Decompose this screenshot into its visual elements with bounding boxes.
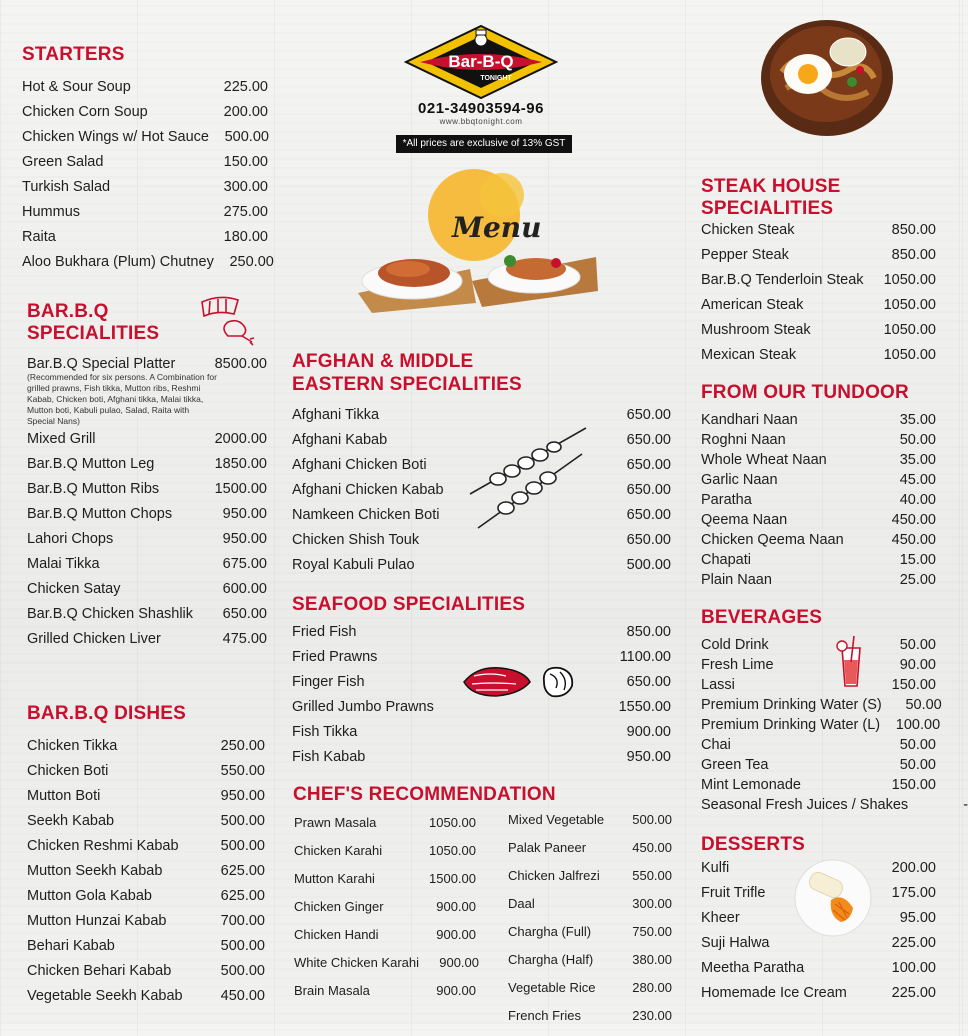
menu-item-price: 850.00 (626, 624, 671, 640)
menu-item-price: 225.00 (891, 985, 936, 1001)
menu-item-name: White Chicken Karahi (294, 955, 419, 970)
menu-item-name: Afghani Kabab (292, 432, 388, 448)
menu-item-name: Chicken Jalfrezi (508, 868, 600, 883)
website[interactable]: www.bbqtonight.com (439, 117, 523, 126)
menu-item-price: 175.00 (891, 885, 936, 901)
menu-item-name: Chicken Behari Kabab (27, 963, 172, 979)
menu-hero-food-image (352, 165, 602, 315)
menu-item-row (27, 431, 267, 456)
menu-item-price: 450.00 (891, 512, 936, 528)
menu-item-name: Seekh Kabab (27, 813, 115, 829)
menu-item-name: Suji Halwa (701, 935, 770, 951)
menu-item-name: Namkeen Chicken Boti (292, 507, 440, 523)
menu-item-price: 300.00 (632, 896, 672, 911)
menu-item-name: Cold Drink (701, 637, 769, 653)
menu-item-row (294, 955, 479, 983)
menu-item-row (701, 960, 936, 985)
menu-item-row (292, 699, 671, 724)
menu-item-name: Mixed Grill (27, 431, 96, 447)
menu-item-row (27, 531, 267, 556)
menu-item-name: Chicken Handi (294, 927, 379, 942)
menu-item-row (701, 247, 936, 272)
starters-section (22, 44, 274, 279)
menu-item-row (508, 952, 672, 980)
chef-left-list (294, 815, 479, 1011)
menu-item-name: Chicken Karahi (294, 843, 383, 858)
afghan-heading-line2: EASTERN SPECIALITIES (292, 374, 522, 395)
menu-item-row (292, 557, 671, 582)
menu-item-price: 850.00 (891, 247, 936, 263)
menu-item-name: Aloo Bukhara (Plum) Chutney (22, 254, 214, 270)
menu-item-name: Bar.B.Q Tenderloin Steak (701, 272, 864, 288)
menu-item-row (701, 757, 936, 777)
menu-item-name: Kulfi (701, 860, 730, 876)
menu-item-name: Chai (701, 737, 731, 753)
menu-item-name: Green Salad (22, 154, 104, 170)
menu-item-row (22, 254, 274, 279)
menu-item-row (508, 980, 672, 1008)
menu-item-row (22, 79, 268, 104)
menu-item-price: 625.00 (220, 863, 265, 879)
menu-item-price: 1050.00 (429, 815, 476, 830)
menu-item-row (27, 838, 265, 863)
menu-item-price: 150.00 (891, 777, 936, 793)
menu-item-name: Fried Prawns (292, 649, 378, 665)
menu-item-price: 50.00 (905, 697, 942, 713)
menu-item-row (22, 104, 268, 129)
afghan-heading-line1: AFGHAN & MIDDLE (292, 351, 474, 372)
chef-section (293, 784, 673, 806)
menu-item-name: Mutton Gola Kabab (27, 888, 152, 904)
menu-item-row (292, 749, 671, 774)
menu-item-price: 950.00 (222, 506, 267, 522)
menu-item-row (508, 840, 672, 868)
menu-item-name: Bar.B.Q Mutton Ribs (27, 481, 160, 497)
menu-item-row (701, 717, 941, 737)
menu-item-row (701, 322, 936, 347)
menu-item-name: Fresh Lime (701, 657, 774, 673)
menu-item-row (292, 532, 671, 557)
steak-section (701, 176, 936, 372)
menu-item-name: Whole Wheat Naan (701, 452, 827, 468)
tundoor-list (701, 412, 936, 592)
menu-item-price: 280.00 (632, 980, 672, 995)
menu-item-price: 300.00 (223, 179, 268, 195)
menu-item-name: Seasonal Fresh Juices / Shakes (701, 797, 909, 813)
menu-item-name: Chicken Satay (27, 581, 121, 597)
menu-item-row (701, 777, 936, 797)
menu-item-name: Malai Tikka (27, 556, 100, 572)
menu-item-row (701, 552, 936, 572)
menu-item-name: Grilled Chicken Liver (27, 631, 161, 647)
fish-prawn-icon (460, 660, 578, 702)
menu-item-price: 650.00 (222, 606, 267, 622)
menu-item-row (27, 506, 267, 531)
menu-item-price: 230.00 (632, 1008, 672, 1023)
menu-item-row (701, 432, 936, 452)
menu-item-price: 450.00 (891, 532, 936, 548)
menu-item-price: 650.00 (626, 532, 671, 548)
menu-item-name: Homemade Ice Cream (701, 985, 847, 1001)
menu-item-price: 275.00 (223, 204, 268, 220)
menu-item-price: 200.00 (223, 104, 268, 120)
menu-item-name: Chargha (Half) (508, 952, 594, 967)
menu-item-name: Mutton Hunzai Kabab (27, 913, 167, 929)
menu-item-name: Garlic Naan (701, 472, 778, 488)
steak-list (701, 222, 936, 372)
menu-item-row (27, 763, 265, 788)
menu-item-row (508, 812, 672, 840)
menu-item-name: Kandhari Naan (701, 412, 798, 428)
menu-item-row (701, 985, 936, 1010)
tundoor-section (701, 382, 936, 592)
steak-heading-line2: SPECIALITIES (701, 198, 834, 219)
chef-heading: CHEF'S RECOMMENDATION (293, 784, 556, 805)
menu-item-row (27, 581, 267, 606)
menu-item-name: Turkish Salad (22, 179, 111, 195)
menu-item-price: 650.00 (626, 482, 671, 498)
menu-item-row (701, 737, 936, 757)
starters-list (22, 79, 274, 279)
menu-item-row (22, 229, 268, 254)
menu-item-price: 1500.00 (214, 481, 267, 497)
tundoor-heading: FROM OUR TUNDOOR (701, 382, 909, 403)
menu-item-price: 1050.00 (429, 843, 476, 858)
starters-heading: STARTERS (22, 44, 125, 65)
menu-item-price: 1050.00 (883, 272, 936, 288)
menu-item-name: Daal (508, 896, 535, 911)
logo-subtext: TONIGHT (480, 75, 512, 82)
menu-item-name: Chicken Shish Touk (292, 532, 420, 548)
menu-item-price: 250.00 (229, 254, 274, 270)
menu-item-price: 50.00 (899, 757, 936, 773)
menu-item-row (22, 204, 268, 229)
menu-item-name: Chicken Qeema Naan (701, 532, 844, 548)
menu-item-name: Prawn Masala (294, 815, 377, 830)
menu-item-row (701, 637, 936, 657)
menu-item-price: 100.00 (895, 717, 941, 733)
menu-item-row (27, 788, 265, 813)
menu-item-price: 1850.00 (214, 456, 267, 472)
menu-item-row (701, 572, 936, 592)
menu-item-price: 500.00 (632, 812, 672, 827)
menu-item-price: 550.00 (220, 763, 265, 779)
menu-item-name: Mutton Seekh Kabab (27, 863, 163, 879)
menu-item-price: 2000.00 (214, 431, 267, 447)
dessert-plate-image (793, 856, 873, 938)
menu-item-row (22, 179, 268, 204)
menu-item-name: French Fries (508, 1008, 581, 1023)
beverages-list (701, 637, 968, 817)
menu-item-name: Hummus (22, 204, 81, 220)
beverages-section (701, 607, 968, 817)
menu-item-name: Lahori Chops (27, 531, 114, 547)
menu-item-name: American Steak (701, 297, 804, 313)
menu-item-price: 900.00 (436, 983, 476, 998)
menu-item-price: 650.00 (626, 674, 671, 690)
menu-item-price: 35.00 (899, 452, 936, 468)
menu-item-price: - (963, 797, 968, 813)
menu-item-price: 675.00 (222, 556, 267, 572)
menu-item-price: 25.00 (899, 572, 936, 588)
bbq-dishes-heading: BAR.B.Q DISHES (27, 703, 187, 724)
menu-item-name: Fried Fish (292, 624, 357, 640)
menu-item-name: Bar.B.Q Mutton Leg (27, 456, 155, 472)
menu-item-name: Chargha (Full) (508, 924, 592, 939)
menu-item-row (508, 868, 672, 896)
menu-item-price: 100.00 (891, 960, 936, 976)
menu-item-row (701, 272, 936, 297)
menu-item-row (27, 988, 265, 1013)
menu-item-name: Mint Lemonade (701, 777, 801, 793)
menu-item-price: 45.00 (899, 472, 936, 488)
menu-item-name: Afghani Chicken Kabab (292, 482, 444, 498)
menu-item-name: Mutton Boti (27, 788, 101, 804)
logo-text: Bar-B-Q (448, 52, 514, 71)
menu-item-price: 900.00 (436, 899, 476, 914)
menu-item-price: 40.00 (899, 492, 936, 508)
menu-item-price: 500.00 (220, 938, 265, 954)
menu-item-price: 90.00 (899, 657, 936, 673)
menu-item-row (701, 512, 936, 532)
beverages-heading: BEVERAGES (701, 607, 823, 628)
menu-item-name: Mixed Vegetable (508, 812, 605, 827)
menu-item-price: 450.00 (632, 840, 672, 855)
menu-item-price: 200.00 (891, 860, 936, 876)
phone-number[interactable]: 021-34903594-96 (418, 100, 544, 117)
menu-item-price: 150.00 (891, 677, 936, 693)
menu-item-price: 1550.00 (618, 699, 671, 715)
menu-item-name: Chicken Tikka (27, 738, 118, 754)
menu-item-row (701, 935, 936, 960)
menu-item-price: 50.00 (899, 737, 936, 753)
menu-item-row (701, 347, 936, 372)
menu-item-price: 700.00 (220, 913, 265, 929)
steak-heading-line1: STEAK HOUSE (701, 176, 841, 197)
menu-item-name: Green Tea (701, 757, 769, 773)
menu-item-name: Meetha Paratha (701, 960, 805, 976)
bbq-specialities-list (27, 431, 267, 656)
menu-item-name: Brain Masala (294, 983, 370, 998)
menu-item-name: Plain Naan (701, 572, 772, 588)
menu-item-price: 625.00 (220, 888, 265, 904)
seafood-heading: SEAFOOD SPECIALITIES (292, 594, 526, 615)
menu-item-name: Vegetable Seekh Kabab (27, 988, 183, 1004)
chef-left-list-wrap (294, 815, 479, 1011)
menu-item-name: Bar.B.Q Chicken Shashlik (27, 606, 194, 622)
menu-item-price: 1500.00 (429, 871, 476, 886)
menu-item-price: 900.00 (626, 724, 671, 740)
menu-item-row (294, 899, 476, 927)
menu-item-name: Raita (22, 229, 56, 245)
menu-item-row (292, 724, 671, 749)
menu-item-name: Fish Tikka (292, 724, 358, 740)
menu-item-price: 950.00 (220, 788, 265, 804)
menu-script-word: Menu (452, 211, 542, 244)
desserts-heading: DESSERTS (701, 834, 806, 855)
menu-item-row (294, 843, 476, 871)
menu-item-price: 50.00 (899, 432, 936, 448)
menu-item-row (27, 938, 265, 963)
menu-item-price: 150.00 (223, 154, 268, 170)
bbq-tonight-logo (402, 22, 560, 100)
menu-item-price: 225.00 (223, 79, 268, 95)
menu-item-row (701, 472, 936, 492)
menu-item-name: Lassi (701, 677, 735, 693)
menu-item-row (22, 154, 268, 179)
menu-item-row (294, 815, 476, 843)
menu-item-price: 650.00 (626, 407, 671, 423)
menu-item-price: 550.00 (632, 868, 672, 883)
menu-item-price: 1050.00 (883, 297, 936, 313)
menu-item-price: 180.00 (223, 229, 268, 245)
chef-right-list (508, 812, 672, 1036)
ribs-drumstick-icon (198, 292, 260, 348)
menu-item-row (701, 532, 936, 552)
menu-item-name: Premium Drinking Water (L) (701, 717, 881, 733)
menu-item-row (27, 813, 265, 838)
menu-item-price: 750.00 (632, 924, 672, 939)
menu-item-name: Pepper Steak (701, 247, 789, 263)
menu-item-row (27, 556, 267, 581)
menu-item-price: 95.00 (899, 910, 936, 926)
menu-item-name: Mushroom Steak (701, 322, 811, 338)
chef-right-list-wrap (508, 812, 672, 1036)
menu-item-name: Chicken Wings w/ Hot Sauce (22, 129, 209, 145)
skewers-icon (466, 424, 591, 532)
menu-item-name: Palak Paneer (508, 840, 587, 855)
menu-item-name: Chapati (701, 552, 751, 568)
menu-item-row (701, 297, 936, 322)
menu-item-price: 850.00 (891, 222, 936, 238)
menu-item-row (27, 913, 265, 938)
menu-item-row (701, 452, 936, 472)
menu-item-name: Bar.B.Q Mutton Chops (27, 506, 173, 522)
platter-price: 8500.00 (214, 356, 267, 372)
menu-item-name: Behari Kabab (27, 938, 115, 954)
menu-item-price: 500.00 (220, 963, 265, 979)
menu-item-name: Chicken Steak (701, 222, 795, 238)
menu-item-row (294, 983, 476, 1011)
menu-item-name: Chicken Ginger (294, 899, 384, 914)
platter-name: Bar.B.Q Special Platter (27, 356, 176, 372)
menu-item-price: 50.00 (899, 637, 936, 653)
menu-item-price: 1050.00 (883, 322, 936, 338)
menu-item-row (508, 924, 672, 952)
menu-item-price: 600.00 (222, 581, 267, 597)
menu-item-price: 500.00 (220, 813, 265, 829)
menu-item-name: Royal Kabuli Pulao (292, 557, 415, 573)
menu-item-name: Qeema Naan (701, 512, 788, 528)
menu-item-name: Premium Drinking Water (S) (701, 697, 882, 713)
menu-item-price: 900.00 (439, 955, 479, 970)
menu-item-price: 500.00 (224, 129, 269, 145)
menu-item-row (27, 606, 267, 631)
menu-item-name: Afghani Chicken Boti (292, 457, 427, 473)
menu-item-row (27, 863, 265, 888)
menu-item-name: Fruit Trifle (701, 885, 766, 901)
menu-item-row (27, 888, 265, 913)
bbq-dishes-list (27, 738, 265, 1013)
menu-item-price: 950.00 (222, 531, 267, 547)
menu-item-row (294, 927, 476, 955)
menu-item-row (701, 222, 936, 247)
bbq-specialities-section (27, 301, 267, 656)
menu-item-price: 225.00 (891, 935, 936, 951)
menu-item-row (292, 624, 671, 649)
menu-item-price: 450.00 (220, 988, 265, 1004)
menu-item-name: Mutton Karahi (294, 871, 375, 886)
menu-item-row (508, 1008, 672, 1036)
menu-item-row (27, 631, 267, 656)
menu-item-row (701, 677, 936, 697)
menu-item-name: Afghani Tikka (292, 407, 380, 423)
menu-item-name: Vegetable Rice (508, 980, 596, 995)
menu-item-price: 380.00 (632, 952, 672, 967)
menu-item-name: Kheer (701, 910, 740, 926)
menu-item-price: 250.00 (220, 738, 265, 754)
menu-item-row (294, 871, 476, 899)
platter-note: (Recommended for six persons. A Combination for grilled prawns, Fish tikka, Mutton ribs, Reshmi Kabab, Chicken boti, Afghani tikka, Malai tikka, Mutton boti, Kabuli pulao, Salad, Raita with Special Nans) (27, 372, 217, 426)
menu-item-name: Chicken Reshmi Kabab (27, 838, 179, 854)
sizzler-plate-image (756, 12, 898, 140)
menu-item-name: Mexican Steak (701, 347, 797, 363)
menu-item-price: 500.00 (626, 557, 671, 573)
menu-item-row (701, 797, 968, 817)
menu-item-name: Chicken Boti (27, 763, 109, 779)
bbq-specialities-heading-line1: BAR.B.Q (27, 301, 109, 322)
menu-item-row (701, 492, 936, 512)
menu-item-price: 35.00 (899, 412, 936, 428)
menu-item-price: 15.00 (899, 552, 936, 568)
menu-item-row (701, 412, 936, 432)
menu-item-name: Hot & Sour Soup (22, 79, 131, 95)
menu-item-name: Paratha (701, 492, 752, 508)
menu-item-row (27, 963, 265, 988)
menu-item-price: 650.00 (626, 432, 671, 448)
menu-item-name: Chicken Corn Soup (22, 104, 148, 120)
menu-item-row (27, 456, 267, 481)
menu-item-price: 950.00 (626, 749, 671, 765)
menu-item-row (27, 481, 267, 506)
menu-item-name: Grilled Jumbo Prawns (292, 699, 434, 715)
menu-item-price: 500.00 (220, 838, 265, 854)
bbq-dishes-section (27, 703, 265, 1013)
menu-item-name: Roghni Naan (701, 432, 786, 448)
menu-item-row (508, 896, 672, 924)
menu-item-row (701, 657, 936, 677)
menu-item-price: 650.00 (626, 457, 671, 473)
menu-item-row (701, 697, 942, 717)
menu-item-price: 650.00 (626, 507, 671, 523)
drink-glass-icon (834, 632, 868, 688)
menu-item-name: Fish Kabab (292, 749, 366, 765)
menu-item-price: 475.00 (222, 631, 267, 647)
menu-item-row (27, 738, 265, 763)
menu-item-price: 1050.00 (883, 347, 936, 363)
menu-item-name: Finger Fish (292, 674, 365, 690)
menu-item-price: 900.00 (436, 927, 476, 942)
menu-item-row (22, 129, 268, 154)
gst-note: *All prices are exclusive of 13% GST (396, 135, 572, 153)
bbq-specialities-heading-line2: SPECIALITIES (27, 323, 160, 344)
menu-item-price: 1100.00 (619, 649, 671, 665)
